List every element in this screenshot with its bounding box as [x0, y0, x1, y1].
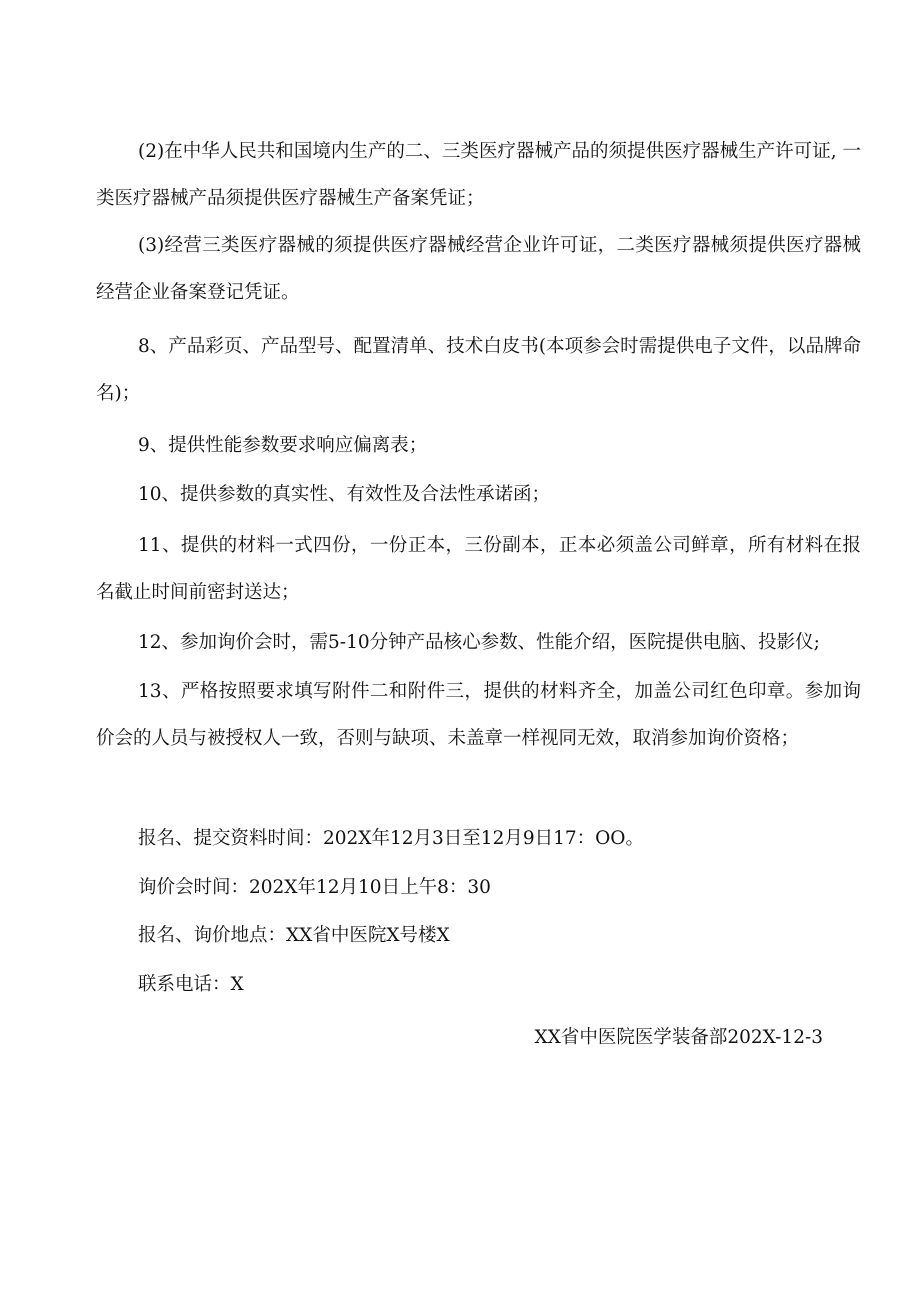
paragraph-item-13: 13、严格按照要求填写附件二和附件三，提供的材料齐全，加盖公司红色印章。参加询价会的人员与被授权人一致，否则与缺项、未盖章一样视同无效，取消参加询价资格； [96, 681, 861, 749]
paragraph-item-10: 10、提供参数的真实性、有效性及合法性承诺函； [138, 484, 551, 505]
inquiry-meeting-time: 询价会时间：202X年12月10日上午8：30 [138, 877, 491, 898]
contact-phone: 联系电话：X [138, 974, 244, 995]
department-signature: XX省中医院医学装备部202X-12-3 [534, 1027, 823, 1048]
paragraph-item-11: 11、提供的材料一式四份，一份正本，三份副本，正本必须盖公司鲜章，所有材料在报名截止时间前密封送达； [96, 535, 861, 603]
paragraph-operation-license: (3)经营三类医疗器械的须提供医疗器械经营企业许可证，二类医疗器械须提供医疗器械经营企业备案登记凭证。 [96, 235, 861, 303]
paragraph-item-9: 9、提供性能参数要求响应偏离表； [138, 435, 428, 456]
paragraph-item-8: 8、产品彩页、产品型号、配置清单、技术白皮书(本项参会时需提供电子文件，以品牌命名)； [96, 336, 861, 404]
registration-time: 报名、提交资料时间：202X年12月3日至12月9日17：OO。 [138, 828, 644, 849]
paragraph-item-12: 12、参加询价会时，需5-10分钟产品核心参数、性能介绍，医院提供电脑、投影仪; [138, 632, 820, 653]
paragraph-production-license: (2)在中华人民共和国境内生产的二、三类医疗器械产品的须提供医疗器械生产许可证, 一类医疗器械产品须提供医疗器械生产备案凭证； [96, 141, 861, 209]
registration-location: 报名、询价地点：XX省中医院X号楼X [138, 925, 450, 946]
